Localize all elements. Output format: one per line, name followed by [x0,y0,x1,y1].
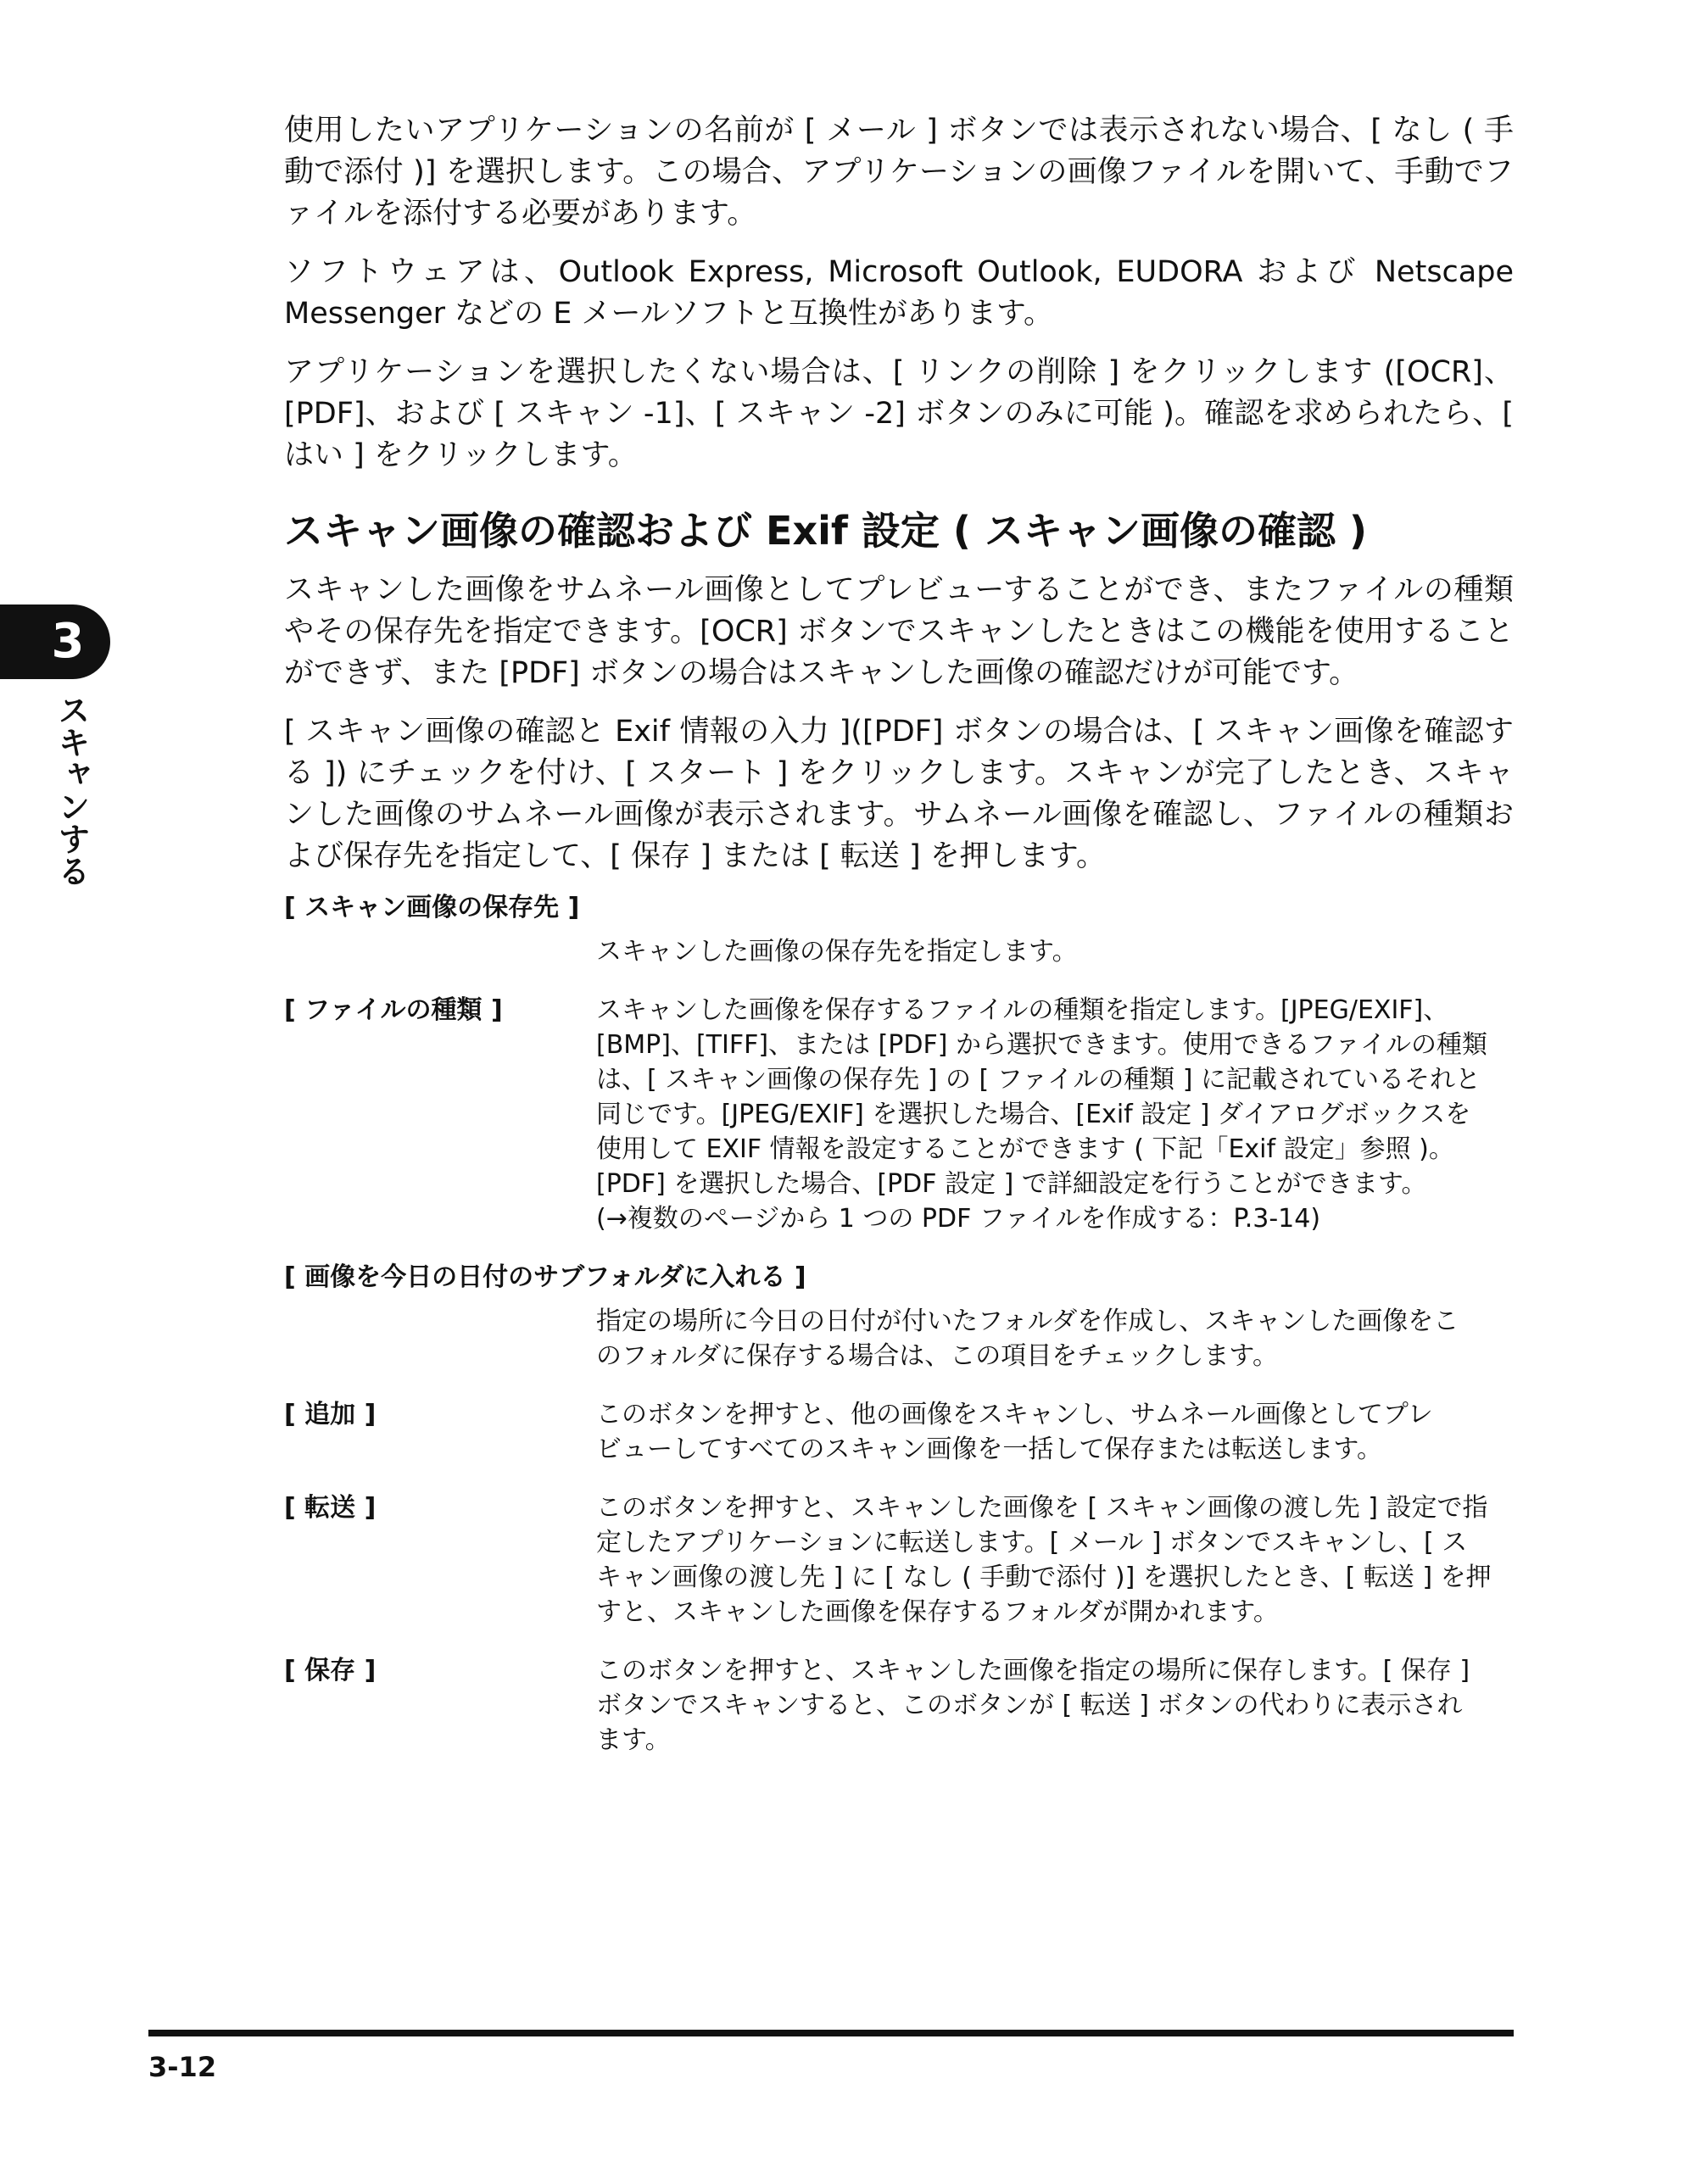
description-line: のフォルダに保存する場合は、この項目をチェックします。 [596,1341,1278,1371]
chapter-label: スキャンする [53,694,90,887]
description-line: ビューしてすべてのスキャン画像を一括して保存または転送します。 [596,1435,1382,1464]
definition-term: [ ファイルの種類 ] [284,995,503,1025]
definition-description [596,1490,1522,1630]
chapter-tab [0,604,110,679]
description-line: このボタンを押すと、スキャンした画像を指定の場所に保存します。[ 保存 ] [596,1656,1470,1685]
section-heading: スキャン画像の確認および Exif 設定 ( スキャン画像の確認 ) [284,508,1367,554]
definition-term: [ 追加 ] [284,1400,377,1429]
description-line: このボタンを押すと、他の画像をスキャンし、サムネール画像としてプレ [596,1400,1433,1429]
intro-text [284,110,1514,493]
definition-file-type [284,993,1522,1236]
description-line: スキャンした画像の保存先を指定します。 [596,937,1078,967]
description-line: は、[ スキャン画像の保存先 ] の [ ファイルの種類 ] に記載されているそれと [596,1065,1481,1095]
definition-term: [ 保存 ] [284,1656,377,1685]
definition-description [596,993,1522,1236]
definition-description [596,934,1522,969]
page-number: 3-12 [148,2051,217,2083]
description-line: すと、スキャンした画像を保存するフォルダが開かれます。 [596,1597,1279,1627]
description-line: 同じです。[JPEG/EXIF] を選択した場合、[Exif 設定 ] ダイアログボックスを [596,1100,1471,1129]
chapter-number: 3 [51,614,85,669]
intro-paragraph-3: アプリケーションを選択したくない場合は、[ リンクの削除 ] をクリックします ([OCR]、[PDF]、および [ スキャン -1]、[ スキャン -2] ボタンのみに可能 )。確認を求められたら、[ はい ] をクリックします。 [284,355,1514,472]
footer-rule [148,2030,1514,2036]
description-line: 指定の場所に今日の日付が付いたフォルダを作成し、スキャンした画像をこ [596,1306,1459,1336]
definition-save-destination [284,890,1522,969]
description-line: [BMP]、[TIFF]、または [PDF] から選択できます。使用できるファイルの種類 [596,1030,1487,1060]
description-line: ボタンでスキャンすると、このボタンが [ 転送 ] ボタンの代わりに表示され [596,1691,1463,1720]
definition-transfer [284,1490,1522,1630]
description-line: ます。 [596,1725,671,1755]
description-line: 使用して EXIF 情報を設定することができます ( 下記「Exif 設定」参照 )。 [596,1134,1454,1164]
section-paragraph-1: スキャンした画像をサムネール画像としてプレビューすることができ、またファイルの種類やその保存先を指定できます。[OCR] ボタンでスキャンしたときはこの機能を使用することができず、また [PDF] ボタンの場合はスキャンした画像の確認だけが可能です。 [284,573,1514,690]
description-line: [PDF] を選択した場合、[PDF 設定 ] で詳細設定を行うことができます。 [596,1169,1427,1199]
definition-term: [ スキャン画像の保存先 ] [284,893,580,922]
description-line: (→複数のページから 1 つの PDF ファイルを作成する：P.3-14) [596,1204,1321,1234]
definition-description [596,1397,1522,1467]
section-body [284,570,1514,894]
description-line: スキャンした画像を保存するファイルの種類を指定します。[JPEG/EXIF]、 [596,995,1449,1025]
intro-paragraph-1: 使用したいアプリケーションの名前が [ メール ] ボタンでは表示されない場合、[ なし ( 手動で添付 )] を選択します。この場合、アプリケーションの画像ファイルを開いて、手動でファイルを添付する必要があります。 [284,114,1514,231]
description-line: キャン画像の渡し先 ] に [ なし ( 手動で添付 )] を選択したとき、[ 転送 ] を押 [596,1563,1492,1592]
definition-list [284,890,1522,1781]
description-line: 定したアプリケーションに転送します。[ メール ] ボタンでスキャンし、[ ス [596,1528,1468,1557]
definition-date-subfolder [284,1260,1522,1373]
definition-term: [ 転送 ] [284,1493,377,1523]
definition-description [596,1653,1522,1758]
definition-term: [ 画像を今日の日付のサブフォルダに入れる ] [284,1262,806,1292]
definition-description [596,1304,1522,1373]
definition-add [284,1397,1522,1467]
description-line: このボタンを押すと、スキャンした画像を [ スキャン画像の渡し先 ] 設定で指 [596,1493,1488,1523]
section-paragraph-2: [ スキャン画像の確認と Exif 情報の入力 ]([PDF] ボタンの場合は、[ スキャン画像を確認する ]) にチェックを付け、[ スタート ] をクリックします。スキャンが完了したとき、スキャンした画像のサムネール画像が表示されます。サムネール画像を確認し、ファイルの種類および保存先を指定して、[ 保存 ] または [ 転送 ] を押します。 [284,715,1514,873]
definition-save [284,1653,1522,1758]
intro-paragraph-2: ソフトウェアは、Outlook Express, Microsoft Outlook, EUDORA および Netscape Messenger などの E メールソフトと互換性があります。 [284,255,1514,331]
